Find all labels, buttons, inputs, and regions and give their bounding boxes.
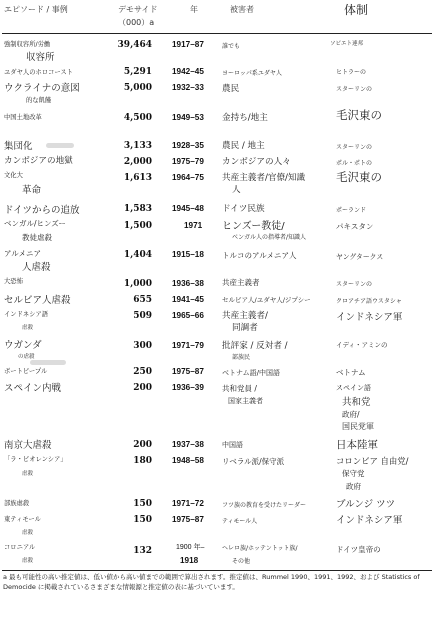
row-regime-line3: 政府/ [342,410,360,419]
row-victims: 共和党員 / [222,384,257,393]
row-years: 1965–66 [172,311,204,320]
row-years: 1948–58 [172,456,204,465]
row-years: 1941–45 [172,295,204,304]
header-regime: 体制 [344,3,369,17]
row-years: 1949–53 [172,113,204,122]
row-regime-line4: 国民党軍 [342,422,374,431]
row-deaths: 1,404 [123,250,152,260]
row-episode: ドイツからの追放 [4,205,80,216]
row-regime-line2: 共和党 [342,397,371,408]
row-episode: 強制収容所/労働 [4,41,51,48]
row-deaths: 300 [133,341,152,351]
row-years-line2: 1918 [180,556,199,565]
row-regime: スターリンの [336,144,373,151]
row-episode: ベンガル/ヒンズー [4,219,66,228]
row-regime: ドイツ皇帝の [336,545,381,554]
row-episode: 大恐怖 [4,278,23,285]
row-deaths: 200 [133,440,152,450]
row-episode: ボートピープル [4,368,48,375]
row-episode: ユダヤ人のホロコースト [4,69,73,76]
row-episode-line2: 教徒虐殺 [22,233,52,242]
obscured-text [30,360,66,365]
row-victims: カンボジアの人々 [222,157,291,167]
row-regime: インドネシア軍 [336,312,403,323]
row-episode: カンボジアの地獄 [4,156,73,166]
row-episode: インドネシア語 [4,311,49,318]
row-episode-line2: 収容所 [26,52,55,63]
row-years: 1942–45 [172,67,204,76]
header-victims: 被害者 [230,5,254,14]
row-episode: 「ラ・ビオレンシア」 [4,456,67,463]
row-years: 1971 [184,221,203,230]
row-episode-line2: 虐殺 [22,471,34,477]
row-victims-line2: 人 [232,185,241,195]
row-years: 1971–72 [172,499,204,508]
row-years: 1964–75 [172,173,204,182]
row-victims: ヘレロ族/ホッテントット族/ [222,545,298,552]
row-episode: 中国土地改革 [4,114,42,121]
row-years: 1928–35 [172,141,204,150]
row-regime: 毛沢東の [336,170,382,184]
row-episode: セルビア人虐殺 [4,295,71,306]
row-deaths: 3,133 [123,141,152,151]
row-victims: ドイツ民族 [222,204,265,214]
row-years: 1975–87 [172,367,204,376]
row-regime: イディ・アミンの [336,341,388,349]
row-deaths: 180 [133,456,152,466]
row-victims: 誰でも [222,43,241,50]
header-unit: （000）a [118,18,155,27]
row-episode-line2: 的な飢饉 [26,97,52,104]
row-regime: パキスタン [336,222,374,231]
row-regime: ブルンジ ツツ [336,499,396,510]
row-regime: クロアチア語ウスタシャ [336,298,402,305]
header-democide: デモサイド [118,5,158,14]
header-divider [2,33,432,34]
row-deaths: 1,613 [123,173,152,183]
row-victims: ヒンズー教徒/ [222,221,285,232]
row-deaths: 509 [133,311,152,321]
table-bottom-divider [2,570,432,571]
row-victims: 共産主義者/ [222,311,268,321]
row-victims: 批評家 / 反対者 / [222,341,288,351]
row-episode-line2: 虐殺 [22,530,34,536]
row-episode-line2: 虐殺 [22,558,34,564]
row-victims: 中国語 [222,441,243,449]
row-episode: ウクライナの意図 [4,83,80,94]
row-episode-line2: 革命 [22,185,42,196]
row-deaths: 250 [133,367,152,377]
row-victims-line2: 同調者 [232,323,258,333]
row-regime: コロンビア 自由党/ [336,456,409,466]
row-years: 1936–38 [172,279,204,288]
row-deaths: 39,464 [117,40,152,50]
row-years: 1900 年– [176,544,205,551]
row-victims-line2: その他 [232,558,251,565]
row-regime-line3: 政府 [346,482,361,491]
row-victims: セルビア人/ユダヤ人/ジプシー [222,296,311,304]
row-victims-line2: ベンガル人の指導者/知識人 [232,234,307,241]
row-deaths: 200 [133,383,152,393]
row-regime: スペイン語 [336,384,371,392]
row-deaths: 132 [133,546,152,556]
row-victims: 共産主義者/官僚/知識 [222,173,306,183]
row-episode-line2: の虐殺 [18,354,35,360]
row-victims: フツ族の教育を受けたリーダー [222,502,307,509]
row-episode-line2: 人虐殺 [22,262,51,273]
row-episode: スペイン内戦 [4,383,62,394]
row-deaths: 1,500 [123,221,152,231]
row-deaths: 4,500 [123,113,152,123]
row-regime: ベトナム [336,368,366,377]
row-victims: ティモール人 [222,518,258,525]
row-victims: 農民 [222,84,240,94]
row-episode: アルメニア [4,249,41,258]
obscured-text [46,143,74,148]
row-regime: ヒトラーの [336,69,367,76]
header-year: 年 [190,5,198,14]
row-deaths: 1,000 [123,279,152,289]
row-victims: 農民 / 地主 [222,141,265,151]
row-regime: ポーランド [336,207,367,214]
row-episode: 部族虐殺 [4,500,30,507]
row-episode: 集団化 [4,141,33,152]
row-deaths: 5,291 [123,67,152,77]
row-regime: ヤングタークス [336,253,384,261]
row-deaths: 1,583 [123,204,152,214]
row-victims: ベトナム語/中国語 [222,369,281,377]
row-episode: 東ティモール [4,516,41,523]
row-regime: 毛沢東の [336,108,382,122]
row-regime-line2: 保守党 [342,469,365,478]
row-regime: インドネシア軍 [336,515,403,526]
row-victims-line2: 部族民 [232,354,251,361]
row-regime: ソビエト連邦 [330,41,364,47]
row-episode: コロニアル [4,544,36,551]
row-years: 1937–38 [172,440,204,449]
row-victims: トルコのアルメニア人 [222,251,297,260]
row-regime: ポル・ポトの [336,160,373,167]
row-deaths: 655 [133,295,152,305]
row-years: 1975–87 [172,515,204,524]
row-years: 1917–87 [172,40,204,49]
row-regime: スターリンの [336,86,373,93]
row-regime: スターリンの [336,281,373,288]
row-victims: リベラル派/保守派 [222,457,285,466]
row-years: 1945–48 [172,204,204,213]
row-years: 1932–33 [172,83,204,92]
row-victims-line2: 国家主義者 [228,397,263,405]
row-episode-line2: 虐殺 [22,325,34,331]
row-victims: 金持ち/地主 [222,113,268,123]
row-regime: 日本陸軍 [336,439,378,451]
row-victims: 共産主義者 [222,278,260,287]
row-victims: ヨーロッパ系ユダヤ人 [222,70,282,77]
row-episode: 南京大虐殺 [4,440,52,451]
row-years: 1975–79 [172,157,204,166]
row-deaths: 150 [133,499,152,509]
header-episode: エピソード / 事例 [4,5,68,14]
row-deaths: 150 [133,515,152,525]
row-deaths: 2,000 [123,157,152,167]
row-years: 1915–18 [172,250,204,259]
row-episode: ウガンダ [4,340,42,351]
row-episode: 文化大 [4,172,23,179]
row-years: 1936–39 [172,383,204,392]
row-years: 1971–79 [172,341,204,350]
footnote: a 最も可能性の高い推定値は、低い値から高い値までの範囲で算出されます。推定値は、Rummel 1990、1991、1992、および Statistics of Democide に掲載されているさまざまな情報源と推定値の表に基づいています。 [3,573,420,591]
row-deaths: 5,000 [123,83,152,93]
